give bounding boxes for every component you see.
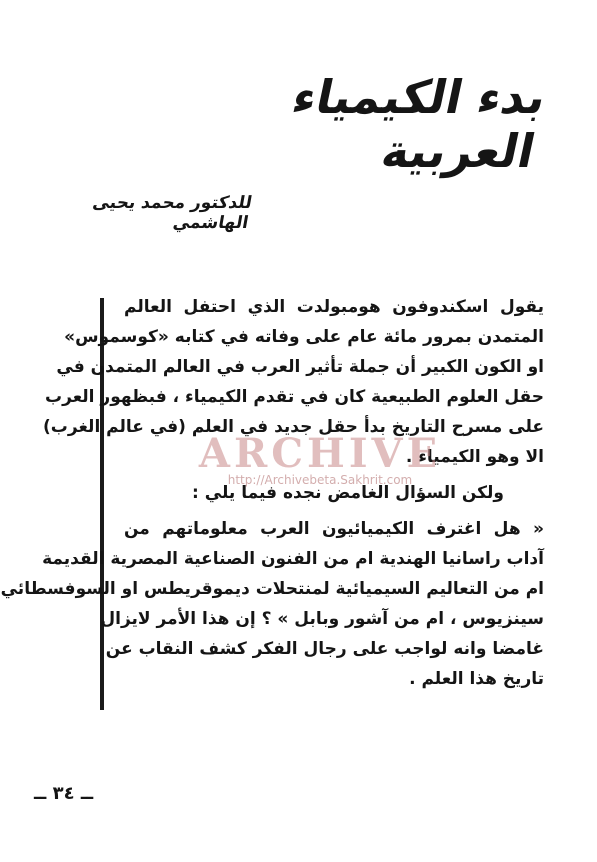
text-line: آداب راسانيا الهندية ام من الفنون الصناعية المصرية القديمة [42, 549, 544, 569]
article-body [0, 292, 544, 694]
paragraph-1 [43, 292, 544, 472]
watermark-url: http://Archivebeta.Sakhrit.com [227, 473, 413, 487]
paragraph-3 [0, 514, 544, 694]
page-number: ــ ٣٤ ــ [34, 783, 94, 804]
paragraph-2 [124, 478, 544, 508]
text-line: حقل العلوم الطبيعية كان في تقدم الكيمياء ، فبظهور العرب [45, 387, 544, 407]
text-line: الا وهو الكيمياء . [405, 447, 544, 467]
article-title: بدء الكيمياء العربية [287, 70, 552, 178]
article-author: للدكتور محمد يحيى الهاشمي [90, 193, 254, 233]
text-line: غامضا وانه لواجب على رجال الفكر كشف النقاب عن [105, 639, 544, 659]
text-line: يقول اسكندوفون هومبولدت الذي احتفل العالم [124, 297, 544, 317]
text-line: او الكون الكبير أن جملة تأثير العرب في العالم المتمدن في [56, 357, 544, 377]
text-line: ام من التعاليم السيميائية لمنتحلات ديموقريطس او السوفسطائي [0, 579, 544, 599]
watermark-logo: ARCHIVE [198, 430, 442, 477]
text-line: المتمدن بمرور مائة عام على وفاته في كتابه «كوسموس» [64, 327, 544, 347]
text-line: ولكن السؤال الغامض نجده فيما يلي : [192, 483, 504, 503]
text-line: تاريخ هذا العلم . [409, 669, 544, 689]
text-line: سينزيوس ، ام من آشور وبابل » ؟ إن هذا الأمر لايزال [100, 609, 544, 629]
text-line: على مسرح التاريخ بدأ حقل جديد في العلم (في عالم الغرب) [43, 417, 544, 437]
text-line: « هل اغترف الكيميائيون العرب معلوماتهم من [124, 519, 544, 539]
